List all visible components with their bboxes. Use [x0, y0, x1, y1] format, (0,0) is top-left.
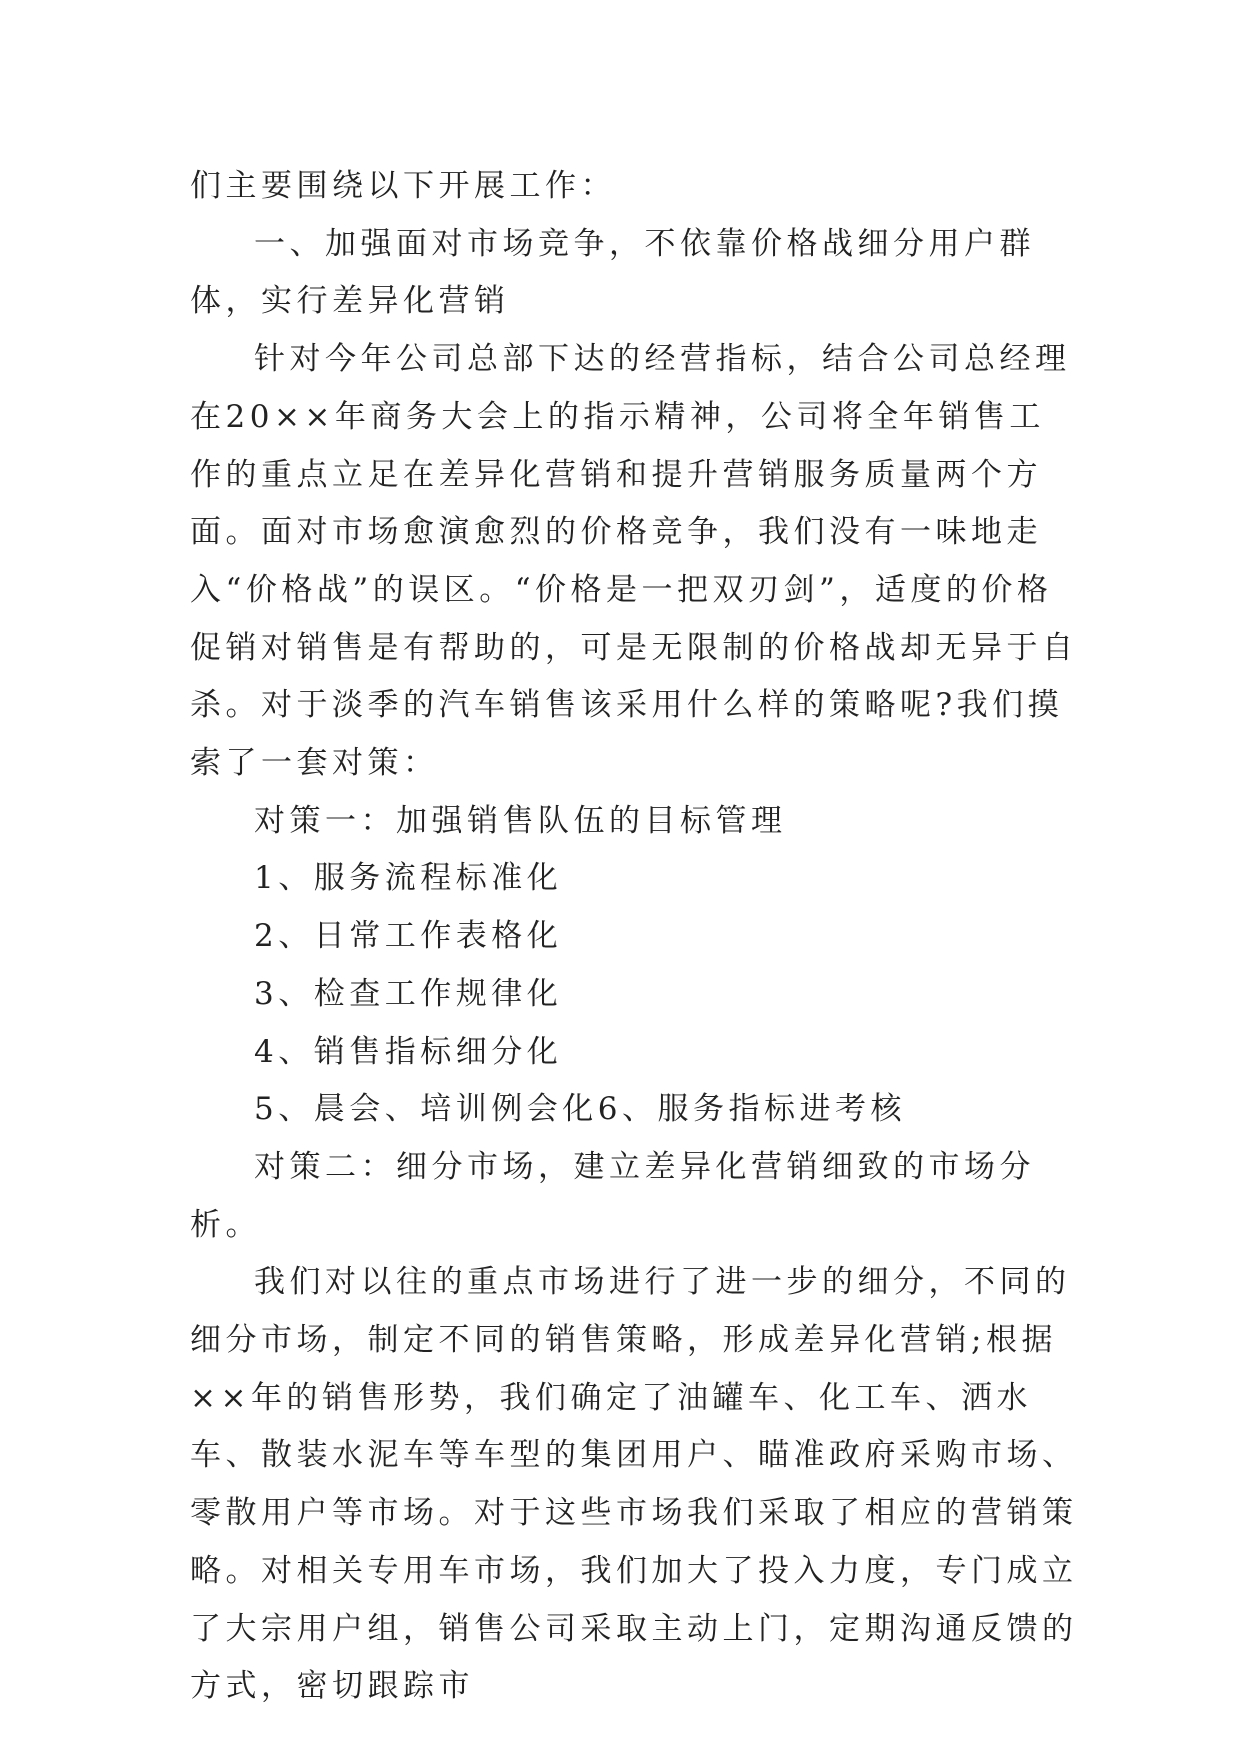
list-item-4: 4、销售指标细分化: [254, 1033, 563, 1070]
paragraph-market-segmentation: 我们对以往的重点市场进行了进一步的细分，不同的细分市场，制定不同的销售策略，形成差异化营销;根据××年的销售形势，我们确定了油罐车、化工车、洒水车、散装水泥车等车型的集团用户、瞄准政府采购市场、零散用户等市场。对于这些市场我们采取了相应的营销策略。对相关专用车市场，我们加大了投入力度，专门成立了大宗用户组，销售公司采取主动上门，定期沟通反馈的方式，密切跟踪市: [190, 1264, 1078, 1705]
list-item-5-6: 5、晨会、培训例会化6、服务指标进考核: [254, 1091, 906, 1128]
list-item-2: 2、日常工作表格化: [254, 918, 563, 955]
body-text: [190, 158, 1080, 1716]
countermeasure-2-heading: 对策二：细分市场，建立差异化营销细致的市场分析。: [190, 1148, 1035, 1243]
list-item-3: 3、检查工作规律化: [254, 975, 563, 1012]
list-item-1: 1、服务流程标准化: [254, 860, 563, 897]
section-heading-1: 一、加强面对市场竞争，不依靠价格战细分用户群体，实行差异化营销: [190, 225, 1035, 320]
paragraph-strategy-intro: 针对今年公司总部下达的经营指标，结合公司总经理在20××年商务大会上的指示精神，公司将全年销售工作的重点立足在差异化营销和提升营销服务质量两个方面。面对市场愈演愈烈的价格竞争，我们没有一味地走入“价格战”的误区。“价格是一把双刃剑”，适度的价格促销对销售是有帮助的，可是无限制的价格战却无异于自杀。对于淡季的汽车销售该采用什么样的策略呢?我们摸索了一套对策：: [190, 341, 1078, 782]
countermeasure-1-heading: 对策一：加强销售队伍的目标管理: [254, 802, 787, 839]
paragraph-continuation: 们主要围绕以下开展工作：: [190, 168, 616, 204]
